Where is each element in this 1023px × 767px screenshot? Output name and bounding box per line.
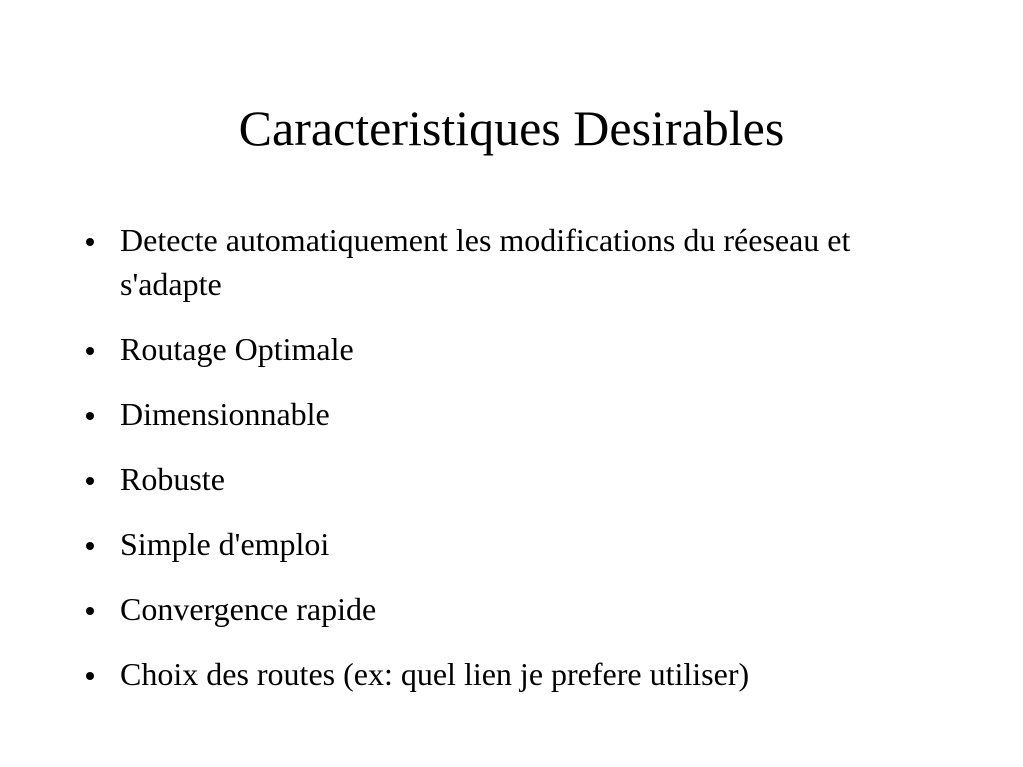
bullet-icon [86,477,94,485]
list-item [86,392,936,436]
list-item-text: Choix des routes (ex: quel lien je prefere utiliser) [120,656,750,692]
list-item [86,587,936,631]
list-item-text: Simple d'emploi [120,526,330,562]
list-item [86,218,936,306]
bullet-icon [86,412,94,420]
list-item-text: Convergence rapide [120,591,377,627]
bullet-icon [86,347,94,355]
list-item [86,652,936,696]
list-item-text: Routage Optimale [120,331,354,367]
bullet-icon [86,672,94,680]
bullet-icon [86,607,94,615]
list-item [86,457,936,501]
bullet-list [86,218,936,717]
list-item-text: Robuste [120,461,225,497]
list-item-text: Dimensionnable [120,396,330,432]
list-item-text: Detecte automatiquement les modifications du réeseau et s'adapte [120,222,851,302]
bullet-icon [86,238,94,246]
list-item [86,327,936,371]
slide-title: Caracteristiques Desirables [238,100,785,156]
list-item [86,522,936,566]
bullet-icon [86,542,94,550]
